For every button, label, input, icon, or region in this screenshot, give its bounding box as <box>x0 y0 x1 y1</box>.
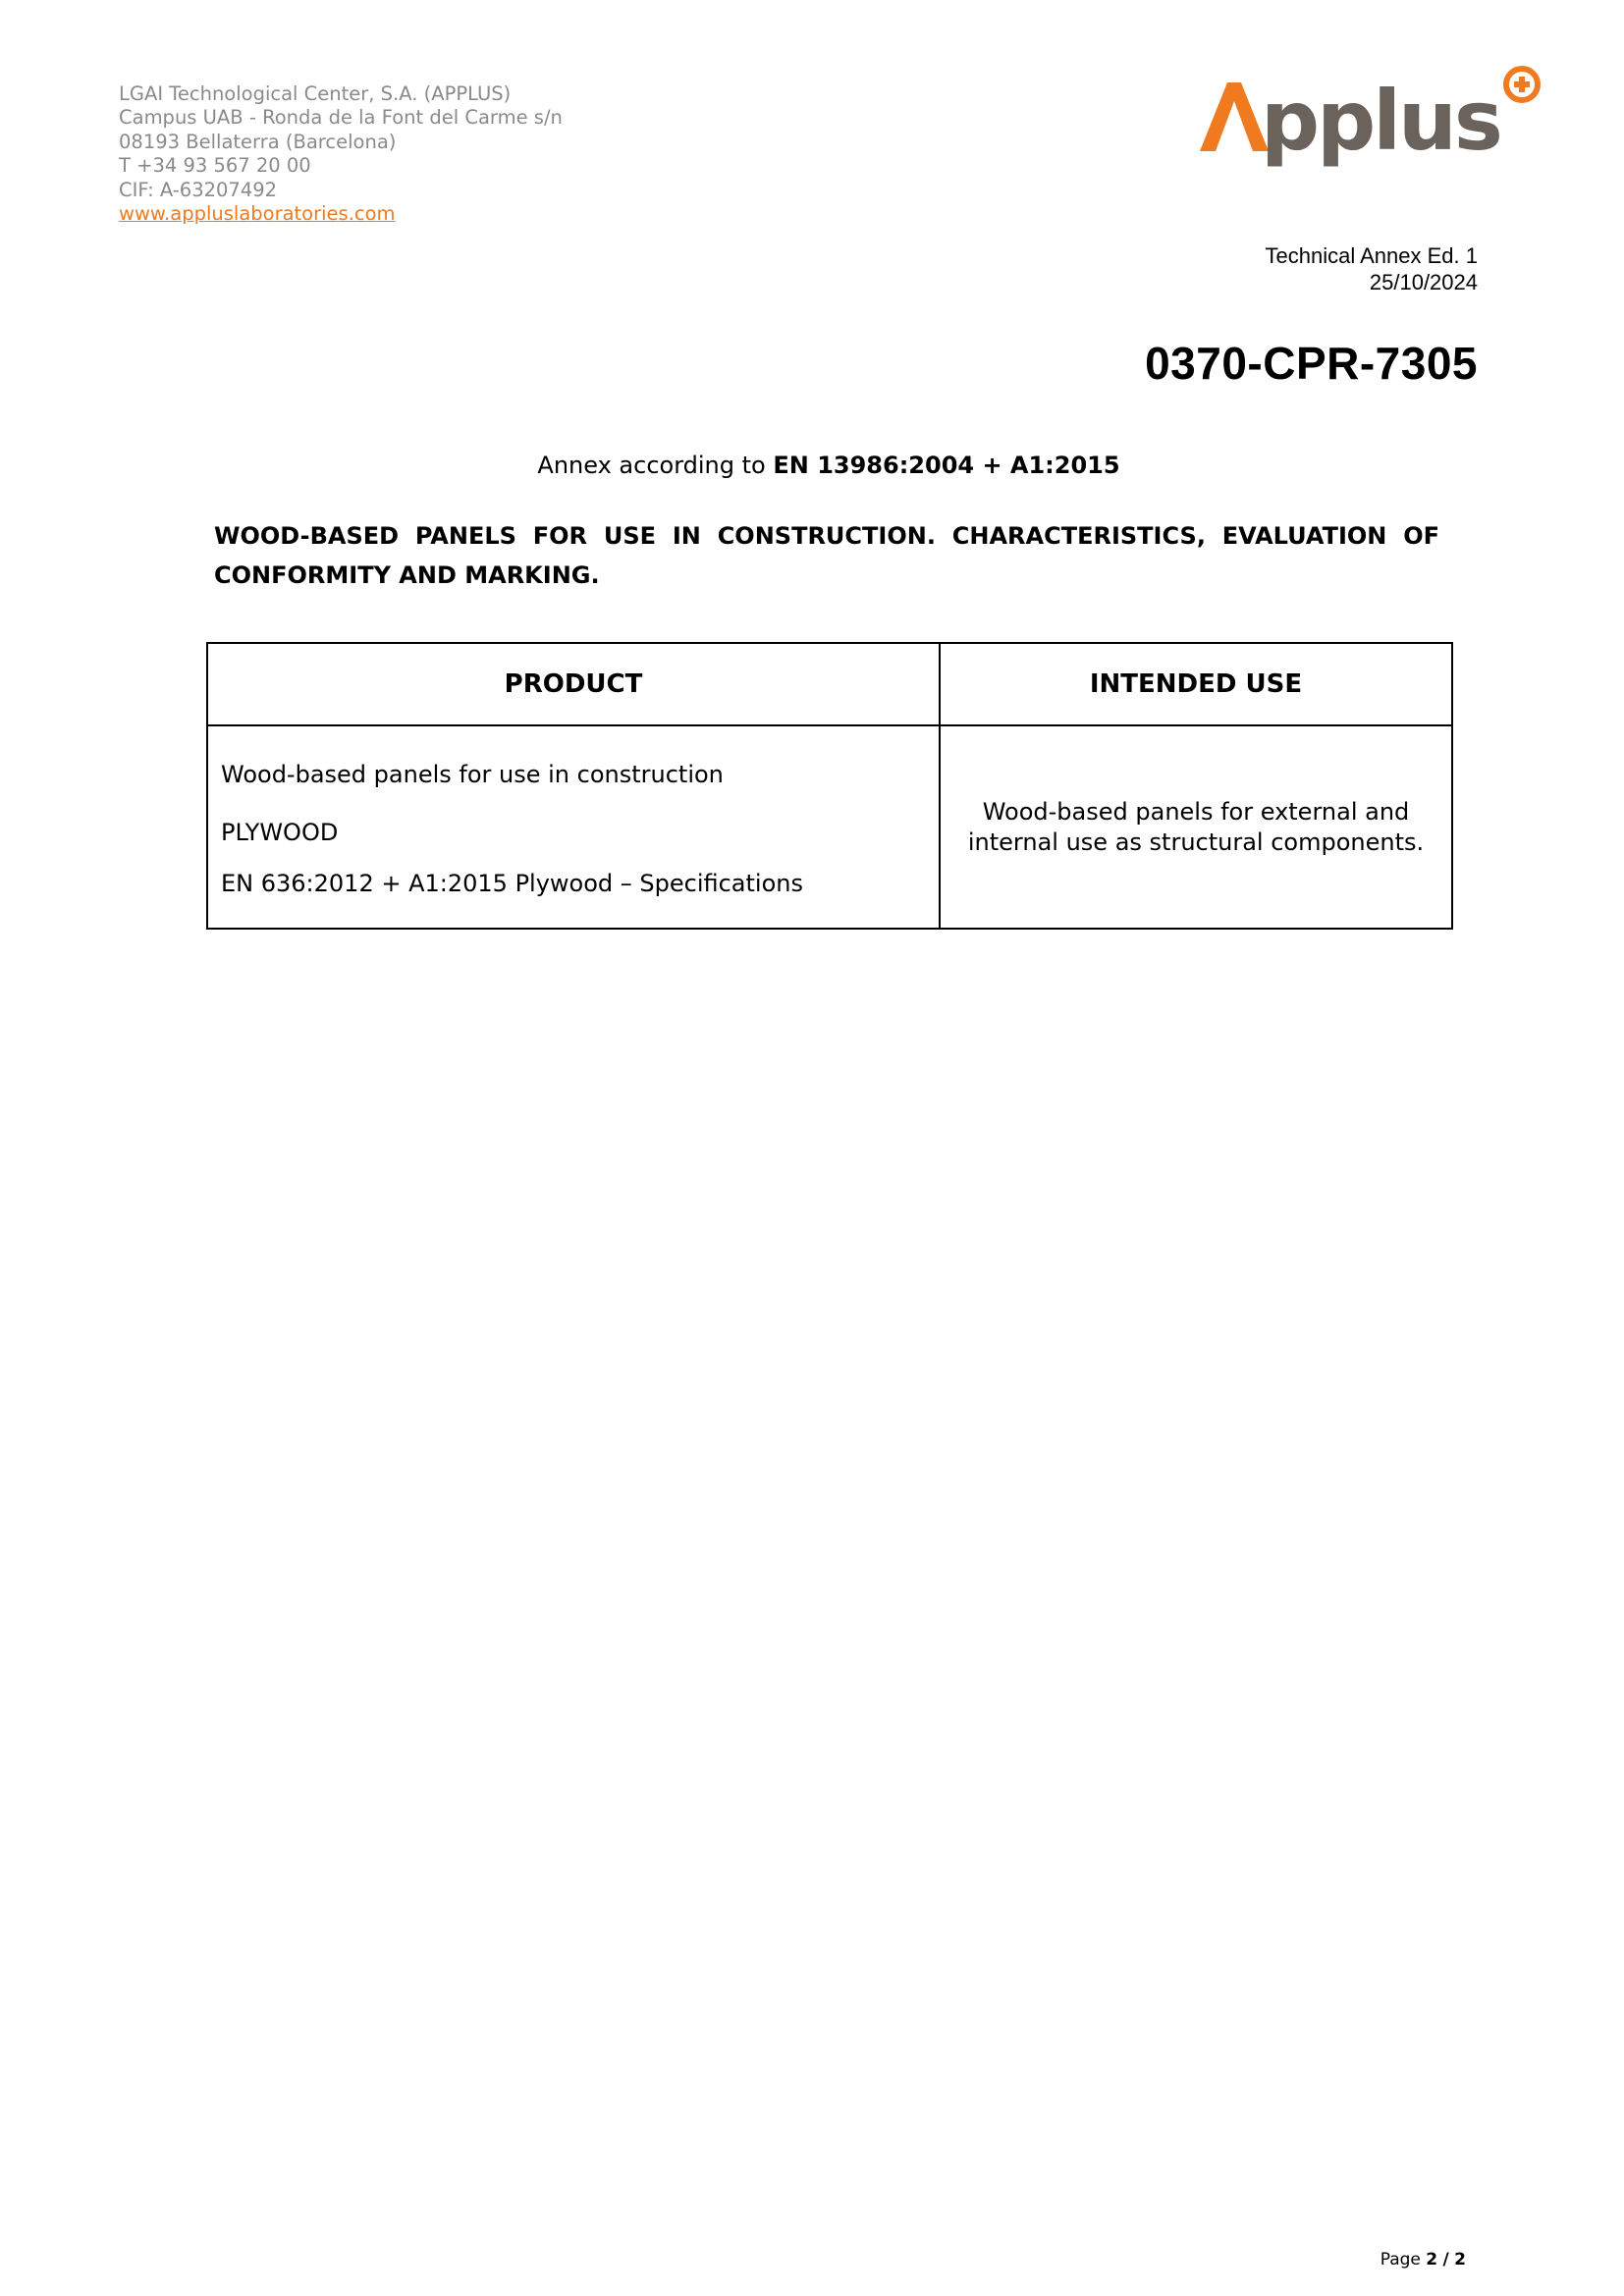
product-line: PLYWOOD <box>221 819 339 846</box>
header-product: PRODUCT <box>207 643 940 725</box>
logo-letter-a <box>1200 82 1269 151</box>
product-table <box>206 642 1453 930</box>
company-address <box>119 82 563 226</box>
certificate-number: 0370-CPR-7305 <box>1145 338 1478 389</box>
document-heading: WOOD-BASED PANELS FOR USE IN CONSTRUCTION. CHARACTERISTICS, EVALUATION OF CONFORMITY AND MARKING. <box>214 522 1439 589</box>
website-link[interactable]: www.appluslaboratories.com <box>119 202 396 226</box>
product-line: EN 636:2012 + A1:2015 Plywood – Specifications <box>221 870 803 897</box>
page-footer <box>1380 2250 1466 2269</box>
annex-edition: Technical Annex Ed. 1 <box>1265 243 1478 268</box>
address-line: CIF: A-63207492 <box>119 178 278 201</box>
annex-prefix: Annex according to <box>537 452 766 479</box>
page-separator: / <box>1442 2250 1449 2269</box>
annex-date: 25/10/2024 <box>1369 270 1478 294</box>
annex-standard-line <box>0 452 1624 479</box>
address-line: LGAI Technological Center, S.A. (APPLUS) <box>119 82 512 105</box>
page-label: Page <box>1380 2250 1421 2269</box>
annex-meta <box>1266 242 1478 295</box>
address-line: 08193 Bellaterra (Barcelona) <box>119 130 397 153</box>
intended-use-cell: Wood-based panels for external and internal use as structural components. <box>940 725 1452 929</box>
page-total: 2 <box>1454 2250 1466 2269</box>
annex-standard: EN 13986:2004 + A1:2015 <box>773 452 1120 479</box>
product-line: Wood-based panels for use in construction <box>221 761 724 788</box>
header-intended-use: INTENDED USE <box>940 643 1452 725</box>
applus-logo <box>1198 63 1542 181</box>
address-line: Campus UAB - Ronda de la Font del Carme s/n <box>119 106 563 130</box>
product-cell <box>207 725 940 929</box>
page-current: 2 <box>1426 2250 1438 2269</box>
table-header-row <box>207 643 1452 725</box>
address-line: T +34 93 567 20 00 <box>119 154 311 178</box>
table-row <box>207 725 1452 929</box>
logo-word: pplus <box>1261 73 1500 169</box>
